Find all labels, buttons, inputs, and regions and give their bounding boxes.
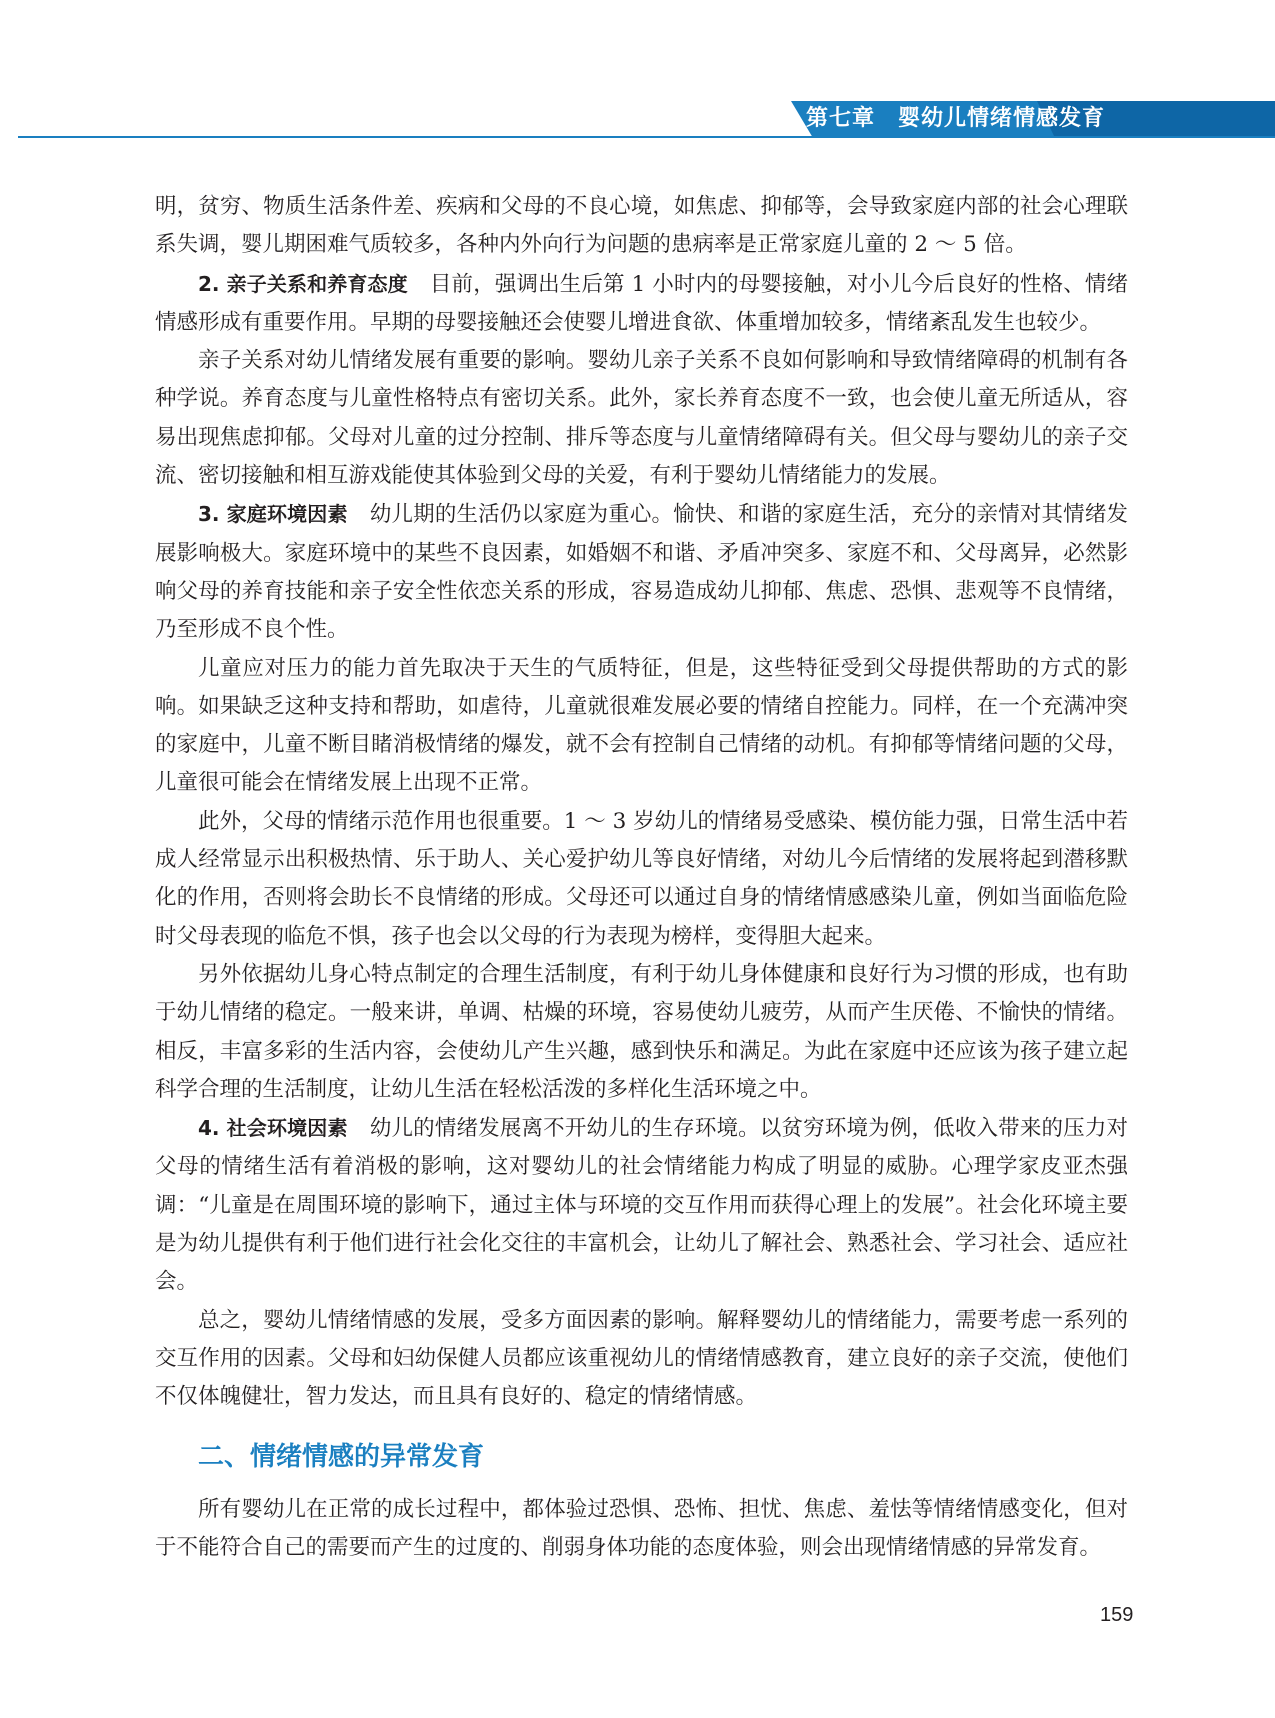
paragraph-text: 另外依据幼儿身心特点制定的合理生活制度，有利于幼儿身体健康和良好行为习惯的形成，也有助于幼儿情绪的稳定。一般来讲，单调、枯燥的环境，容易使幼儿疲劳，从而产生厌倦、不愉快的情绪。相反，丰富多彩的生活内容，会使幼儿产生兴趣，感到快乐和满足。为此在家庭中还应该为孩子建立起科学合理的生活制度，让幼儿生活在轻松活泼的多样化生活环境之中。 (155, 961, 1128, 1102)
paragraph-family-environment (155, 495, 1128, 649)
section-paragraph (155, 1491, 1128, 1568)
paragraph-term: 2. 亲子关系和养育态度 (198, 271, 408, 296)
paragraph-continued (155, 188, 1128, 265)
paragraph-term: 3. 家庭环境因素 (198, 502, 348, 527)
paragraph (155, 342, 1128, 495)
chapter-title: 第七章 婴幼儿情绪情感发育 (806, 106, 1106, 131)
paragraph (155, 1302, 1128, 1417)
paragraph (155, 650, 1128, 803)
paragraph-text: 此外，父母的情绪示范作用也很重要。1 ～ 3 岁幼儿的情绪易受感染、模仿能力强，日常生活中若成人经常显示出积极热情、乐于助人、关心爱护幼儿等良好情绪，对幼儿今后情绪的发展将起到潜移默化的作用，否则将会助长不良情绪的形成。父母还可以通过自身的情绪情感感染儿童，例如当面临危险时父母表现的临危不惧，孩子也会以父母的行为表现为榜样，变得胆大起来。 (155, 808, 1128, 949)
paragraph-text: 幼儿期的生活仍以家庭为重心。愉快、和谐的家庭生活，充分的亲情对其情绪发展影响极大。家庭环境中的某些不良因素，如婚姻不和谐、矛盾冲突多、家庭不和、父母离异，必然影响父母的养育技能和亲子安全性依恋关系的形成，容易造成幼儿抑郁、焦虑、恐惧、悲观等不良情绪，乃至形成不良个性。 (155, 502, 1128, 643)
paragraph-social-environment (155, 1109, 1128, 1301)
paragraph-text: 目前，强调出生后第 1 小时内的母婴接触，对小儿今后良好的性格、情绪情感形成有重要作用。早期的母婴接触还会使婴儿增进食欲、体重增加较多，情绪紊乱发生也较少。 (155, 271, 1128, 335)
paragraph (155, 956, 1128, 1109)
page-number: 159 (1100, 1604, 1134, 1626)
header-divider (18, 136, 1275, 138)
paragraph-text: 明，贫穷、物质生活条件差、疾病和父母的不良心境，如焦虑、抑郁等，会导致家庭内部的社会心理联系失调，婴儿期困难气质较多，各种内外向行为问题的患病率是正常家庭儿童的 2 ～ 5 倍。 (155, 194, 1128, 258)
paragraph-parent-child-relationship (155, 265, 1128, 343)
paragraph-text: 总之，婴幼儿情绪情感的发展，受多方面因素的影响。解释婴幼儿的情绪能力，需要考虑一系列的交互作用的因素。父母和妇幼保健人员都应该重视幼儿的情绪情感教育，建立良好的亲子交流，使他们不仅体魄健壮，智力发达，而且具有良好的、稳定的情绪情感。 (155, 1307, 1128, 1410)
page-body (155, 188, 1128, 1567)
paragraph (155, 803, 1128, 956)
section-heading: 二、情绪情感的异常发育 (198, 1441, 485, 1472)
paragraph-term: 4. 社会环境因素 (198, 1116, 348, 1141)
paragraph-text: 儿童应对压力的能力首先取决于天生的气质特征，但是，这些特征受到父母提供帮助的方式的影响。如果缺乏这种支持和帮助，如虐待，儿童就很难发展必要的情绪自控能力。同样，在一个充满冲突的家庭中，儿童不断目睹消极情绪的爆发，就不会有控制自己情绪的动机。有抑郁等情绪问题的父母，儿童很可能会在情绪发展上出现不正常。 (155, 655, 1128, 796)
paragraph-text: 幼儿的情绪发展离不开幼儿的生存环境。以贫穷环境为例，低收入带来的压力对父母的情绪生活有着消极的影响，这对婴幼儿的社会情绪能力构成了明显的威胁。心理学家皮亚杰强调：“儿童是在周围环境的影响下，通过主体与环境的交互作用而获得心理上的发展”。社会化环境主要是为幼儿提供有利于他们进行社会化交往的丰富机会，让幼儿了解社会、熟悉社会、学习社会、适应社会。 (155, 1116, 1128, 1295)
paragraph-text: 所有婴幼儿在正常的成长过程中，都体验过恐惧、恐怖、担忧、焦虑、羞怯等情绪情感变化，但对于不能符合自己的需要而产生的过度的、削弱身体功能的态度体验，则会出现情绪情感的异常发育。 (155, 1496, 1128, 1560)
paragraph-text: 亲子关系对幼儿情绪发展有重要的影响。婴幼儿亲子关系不良如何影响和导致情绪障碍的机制有各种学说。养育态度与儿童性格特点有密切关系。此外，家长养育态度不一致，也会使儿童无所适从，容易出现焦虑抑郁。父母对儿童的过分控制、排斥等态度与儿童情绪障碍有关。但父母与婴幼儿的亲子交流、密切接触和相互游戏能使其体验到父母的关爱，有利于婴幼儿情绪能力的发展。 (155, 348, 1128, 489)
